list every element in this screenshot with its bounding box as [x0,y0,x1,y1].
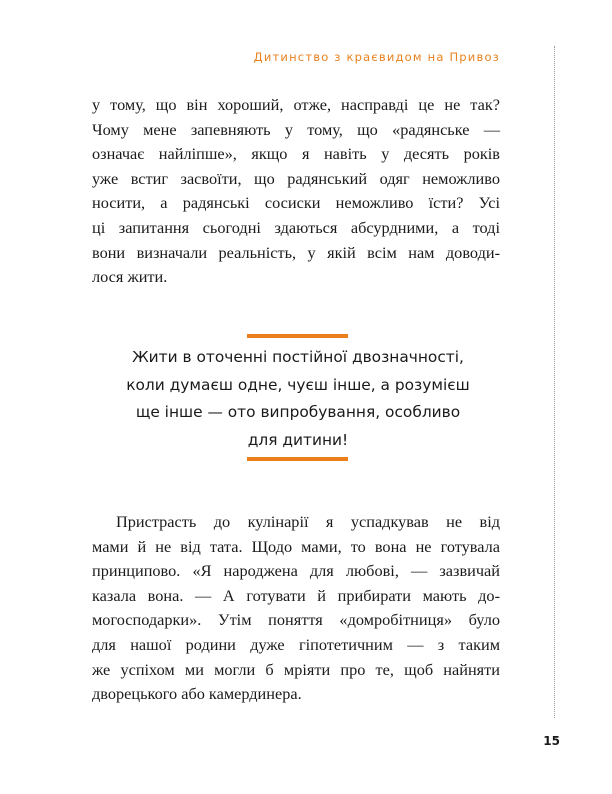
running-head: Дитинство з краєвидом на Привоз [253,50,500,64]
text-line: уже встиг засвоїти, що радянський одяг неможливо [92,168,500,188]
pull-quote-line: ще інше — ото випробування, особливо [135,403,461,421]
pull-quote [100,344,496,454]
body-paragraph-1 [92,93,500,290]
page-number: 15 [543,734,560,748]
body-paragraph-2 [92,510,500,707]
pull-quote-line: Жити в оточенні постійної двозначності, [132,348,464,366]
text-line: означає найліпше», якщо я навіть у десять років [92,144,500,164]
text-line: казала вона. — А готувати й прибирати мають до- [92,585,500,605]
text-line: лося жити. [92,267,168,287]
text-line: же успіхом ми могли б мріяти про те, щоб найняти [92,659,500,679]
pull-quote-line: для дитини! [247,430,349,449]
text-line: Чому мене запевняють у тому, що «радянське — [92,119,500,139]
text-line: мами й не від тата. Щодо мами, то вона не готувала [92,536,500,556]
pull-quote-top-rule [247,334,348,338]
text-line: вони визначали реальність, у якій всім нам доводи- [92,242,500,262]
text-line: для нашої родини дуже гіпотетичним — з таким [92,634,500,654]
text-line: дворецького або камердинера. [92,684,302,704]
text-line: ці запитання сьогодні здаються абсурдними, а тоді [92,217,500,237]
text-line: принципово. «Я народжена для любові, — зазвичай [92,561,500,581]
pull-quote-line: коли думаєш одне, чуєш інше, а розумієш [126,375,470,394]
text-line: носити, а радянські сосиски неможливо їсти? Усі [92,193,500,213]
text-line: могосподарки». Утім поняття «домробітниця» було [92,610,500,630]
text-line: Пристрасть до кулінарії я успадкував не від [116,512,500,531]
pull-quote-bottom-rule [247,457,348,461]
dotted-margin-line [554,46,555,718]
text-line: у тому, що він хороший, отже, насправді це не так? [92,95,500,114]
